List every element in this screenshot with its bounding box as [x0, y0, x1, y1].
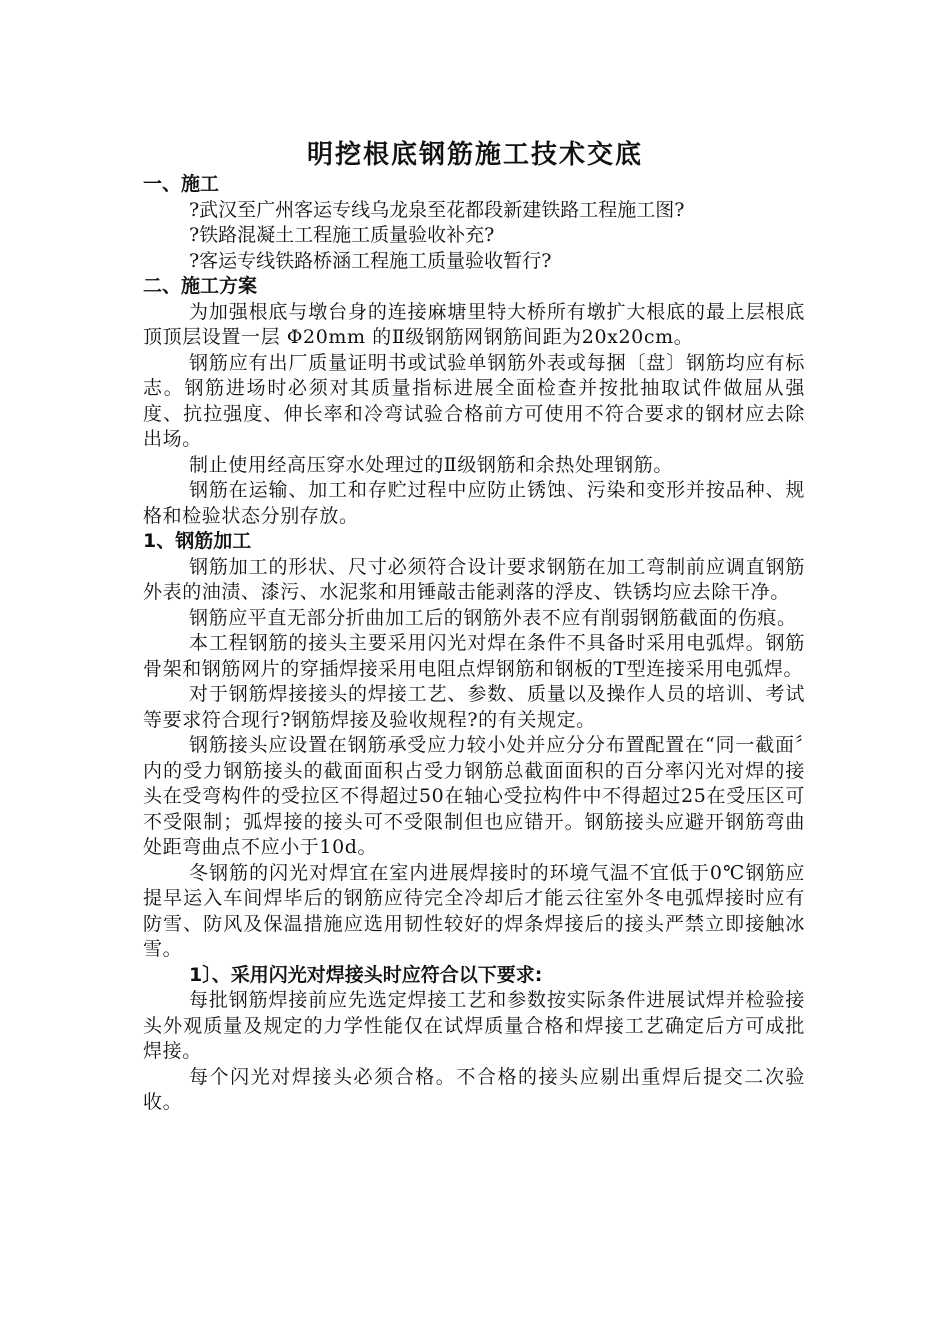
- reference-item: ?铁路混凝土工程施工质量验收补充?: [189, 224, 495, 246]
- paragraph: 每个闪光对焊接头必须合格。不合格的接头应剔出重焊后提交二次验收。: [143, 1065, 805, 1113]
- paragraph: 钢筋加工的形状、尺寸必须符合设计要求钢筋在加工弯制前应调直钢筋外表的油渍、漆污、水泥浆和用锤敲击能剥落的浮皮、铁锈均应去除干净。: [143, 555, 805, 603]
- paragraph: 为加强根底与墩台身的连接麻塘里特大桥所有墩扩大根底的最上层根底顶顶层设置一层 Φ20mm 的Ⅱ级钢筋网钢筋间距为20x20cm。: [143, 300, 805, 348]
- paragraph: 制止使用经高压穿水处理过的Ⅱ级钢筋和余热处理钢筋。: [189, 453, 673, 476]
- document-body: [143, 172, 805, 1116]
- paragraph: 钢筋应有出厂质量证明书或试验单钢筋外表或每捆〔盘〕钢筋均应有标志。钢筋进场时必须对其质量指标进展全面检查并按批抽取试件做屈从强度、抗拉强度、伸长率和冷弯试验合格前方可使用不符合要求的钢材应去除出场。: [143, 351, 805, 450]
- paragraph: 钢筋应平直无部分折曲加工后的钢筋外表不应有削弱钢筋截面的伤痕。: [189, 606, 797, 629]
- subsection-heading: 1〕、采用闪光对焊接头时应符合以下要求:: [189, 963, 543, 986]
- reference-item: ?武汉至广州客运专线乌龙泉至花都段新建铁路工程施工图?: [189, 198, 685, 221]
- reference-item: ?客运专线铁路桥涵工程施工质量验收暂行?: [189, 249, 552, 272]
- paragraph: 冬钢筋的闪光对焊宜在室内进展焊接时的环境气温不宜低于0℃钢筋应提早运入车间焊毕后的钢筋应待完全冷却后才能云往室外冬电弧焊接时应有防雪、防风及保温措施应选用韧性较好的焊条焊接后的接头严禁立即接触冰雪。: [143, 861, 805, 960]
- paragraph: 钢筋接头应设置在钢筋承受应力较小处并应分分布置配置在“同一截面〞内的受力钢筋接头的截面面积占受力钢筋总截面面积的百分率闪光对焊的接头在受弯构件的受拉区不得超过50在轴心受拉构件中不得超过25在受压区可不受限制；弧焊接的接头可不受限制但也应错开。钢筋接头应避开钢筋弯曲处距弯曲点不应小于10d。: [143, 734, 805, 858]
- page-title: 明挖根底钢筋施工技术交底: [306, 140, 643, 170]
- paragraph: 每批钢筋焊接前应先选定焊接工艺和参数按实际条件进展试焊并检验接头外观质量及规定的力学性能仅在试焊质量合格和焊接工艺确定后方可成批焊接。: [143, 989, 805, 1062]
- section-heading-3: 1、钢筋加工: [143, 530, 252, 552]
- paragraph: 本工程钢筋的接头主要采用闪光对焊在条件不具备时采用电弧焊。钢筋骨架和钢筋网片的穿插焊接采用电阻点焊钢筋和钢板的T型连接采用电弧焊。: [143, 632, 805, 680]
- section-heading-1: 一、施工: [143, 173, 220, 195]
- section-heading-2: 二、施工方案: [143, 275, 258, 297]
- paragraph: 钢筋在运输、加工和存贮过程中应防止锈蚀、污染和变形并按品种、规格和检验状态分别存放。: [143, 479, 805, 527]
- paragraph: 对于钢筋焊接接头的焊接工艺、参数、质量以及操作人员的培训、考试等要求符合现行?钢筋焊接及验收规程?的有关规定。: [143, 683, 805, 731]
